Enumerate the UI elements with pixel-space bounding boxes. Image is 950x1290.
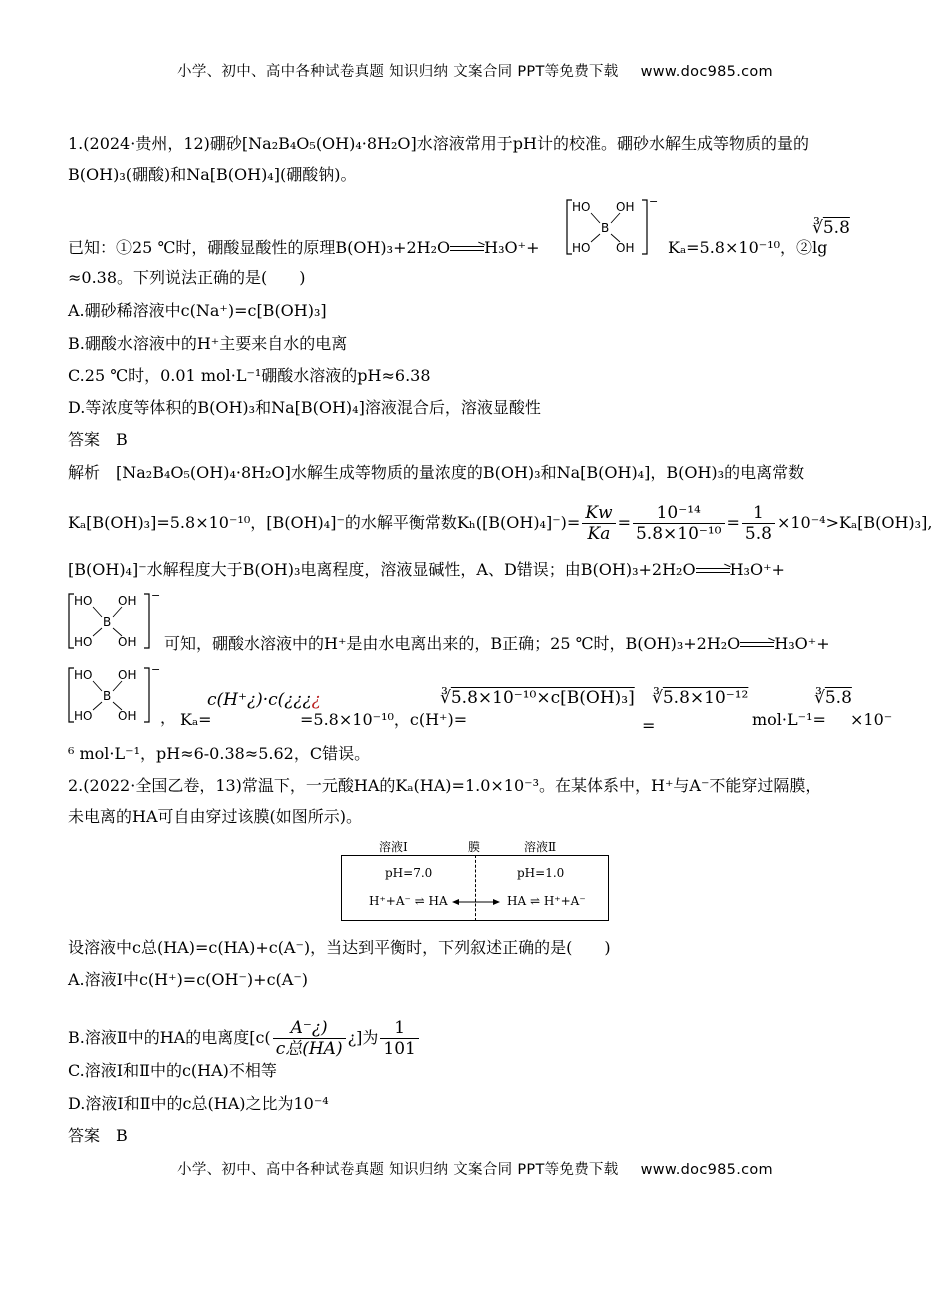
footer-text: 小学、初中、高中各种试卷真题 知识归纳 文案合同 PPT等免费下载 [177, 1162, 619, 1178]
borate2-oh-bot: OH [118, 635, 137, 649]
borate2-b: B [103, 615, 112, 629]
q1-root58-value: 5.8 [822, 218, 850, 238]
kw-over-ka-fraction [582, 503, 615, 544]
borate1-minus: − [649, 195, 659, 208]
footer-url[interactable]: www.doc985.com [640, 1162, 773, 1178]
q2-option-b [68, 1018, 421, 1059]
solution-1-title: 溶液Ⅰ [379, 840, 408, 854]
q1-analysis-l3 [68, 560, 785, 580]
equilibrium-arrow-icon [696, 566, 730, 576]
q2-option-c: C.溶液Ⅰ和Ⅱ中的c(HA)不相等 [68, 1061, 277, 1080]
num14: 10⁻¹⁴ [633, 503, 725, 524]
q2-optb-den: c总(HA) [275, 1039, 343, 1059]
borate3-ho-bot: HO [74, 709, 93, 723]
l5-root3: ∛5.8 [814, 688, 852, 708]
q2-option-a: A.溶液Ⅰ中c(H⁺)=c(OH⁻)+c(A⁻) [68, 970, 309, 989]
borate1-ho-bot: HO [572, 241, 591, 255]
borate1-oh-bot: OH [616, 241, 635, 255]
membrane-title: 膜 [468, 840, 481, 854]
optb-101: 101 [383, 1039, 416, 1059]
q2-option-d: D.溶液Ⅰ和Ⅱ中的c总(HA)之比为10⁻⁴ [68, 1094, 329, 1113]
borate3-ho-top: HO [74, 668, 93, 682]
eq-sign-2: = [726, 513, 740, 532]
borate2-ho-top: HO [74, 594, 93, 608]
borate3-oh-top: OH [118, 668, 137, 682]
q1-analysis-l2 [68, 503, 932, 544]
right-ph: pH=1.0 [517, 866, 565, 880]
q1-option-d: D.等浓度等体积的B(OH)₃和Na[B(OH)₄]溶液混合后，溶液显酸性 [68, 398, 541, 417]
borate-structure-3 [68, 663, 161, 726]
l5-frac-num-mark: ¿ [311, 690, 321, 710]
header-text: 小学、初中、高中各种试卷真题 知识归纳 文案合同 PPT等免费下载 [177, 64, 619, 80]
l5-frac-num-text: c(H⁺¿)·c(¿¿¿ [207, 690, 312, 710]
solution-2-title: 溶液Ⅱ [524, 840, 557, 854]
borate3-minus: − [151, 663, 161, 676]
l5-after: =5.8×10⁻¹⁰，c(H⁺)= [300, 710, 468, 729]
optb-one: 1 [380, 1018, 418, 1039]
q2-line1: 2.(2022·全国乙卷，13)常温下，一元酸HA的Kₐ(HA)=1.0×10⁻³。在某体系中，H⁺与A⁻不能穿过隔膜， [68, 776, 822, 795]
equilibrium-arrow-icon [740, 640, 774, 650]
borate3-b: B [103, 689, 112, 703]
one-numerator: 1 [742, 503, 775, 524]
q1-known-line [68, 238, 540, 258]
q1-answer: 答案 B [68, 430, 128, 449]
membrane-figure [341, 838, 608, 920]
borate2-oh-top: OH [118, 594, 137, 608]
q1-analysis-l3b: H₃O⁺+ [729, 560, 785, 579]
left-ph: pH=7.0 [385, 866, 433, 880]
l5-ka: Kₐ= [180, 710, 212, 729]
borate1-oh-top: OH [616, 200, 635, 214]
l5-eq: = [642, 716, 656, 735]
q1-line2: B(OH)₃(硼酸)和Na[B(OH)₄](硼酸钠)。 [68, 165, 357, 184]
q1-line4: ≈0.38。下列说法正确的是( ) [68, 268, 306, 287]
q1-line1: 1.(2024·贵州，12)硼砂[Na₂B₄O₅(OH)₄·8H₂O]水溶液常用于pH计的校准。硼砂水解生成等物质的量的 [68, 134, 809, 153]
eq-sign-1: = [617, 513, 631, 532]
l5-root1: ∛5.8×10⁻¹⁰×c[B(OH)₃] [440, 688, 635, 708]
borate2-minus: − [151, 589, 161, 602]
den14: 5.8×10⁻¹⁰ [635, 524, 722, 544]
left-equilibrium: H⁺+A⁻ ⇌ HA [369, 894, 448, 908]
right-equilibrium: HA ⇌ H⁺+A⁻ [507, 894, 586, 908]
q2-line2: 未电离的HA可自由穿过该膜(如图所示)。 [68, 807, 362, 826]
q2-option-b-text: B.溶液Ⅱ中的HA的电离度[c( [68, 1028, 271, 1047]
l5-frac-num [207, 690, 321, 710]
borate1-b: B [601, 221, 610, 235]
q1-analysis-l4a: 可知，硼酸水溶液中的H⁺是由水电离出来的，B正确；25 ℃时，B(OH)₃+2H₂O [164, 634, 741, 653]
borate3-oh-bot: OH [118, 709, 137, 723]
borate-structure-1 [566, 195, 659, 258]
l5-root3-value: 5.8 [824, 688, 852, 708]
membrane-line [475, 855, 476, 921]
borate1-ho-top: HO [572, 200, 591, 214]
one-over-101-fraction [380, 1018, 418, 1059]
ka-denominator: Ka [587, 524, 611, 544]
five8-denominator: 5.8 [744, 524, 772, 544]
q2-answer: 答案 B [68, 1126, 128, 1145]
q1-analysis-l4 [164, 634, 830, 654]
l5-comma: ， [160, 708, 177, 727]
l5-unit: mol·L⁻¹= [752, 710, 826, 729]
q1-known-c: Kₐ=5.8×10⁻¹⁰，②lg [668, 238, 828, 257]
equilibrium-arrow-icon [450, 244, 484, 254]
page-header [0, 60, 950, 81]
kw-value-fraction [633, 503, 725, 544]
q1-analysis-l2b: ×10⁻⁴>Kₐ[B(OH)₃], [776, 513, 933, 532]
borate-structure-2 [68, 589, 161, 652]
q2-optb-num: A⁻¿) [273, 1018, 346, 1039]
q1-analysis-l4b: H₃O⁺+ [774, 634, 830, 653]
header-url[interactable]: www.doc985.com [640, 64, 773, 80]
q1-analysis-l6: ⁶ mol·L⁻¹，pH≈6-0.38≈5.62，C错误。 [68, 744, 371, 763]
kw-numerator: Kw [582, 503, 615, 524]
q1-analysis-l2a: Kₐ[B(OH)₃]=5.8×10⁻¹⁰，[B(OH)₄]⁻的水解平衡常数Kₕ([B(OH)₄]⁻)= [68, 513, 581, 532]
q1-analysis-l3a: [B(OH)₄]⁻水解程度大于B(OH)₃电离程度，溶液显碱性，A、D错误；由B(OH)₃+2H₂O [68, 560, 696, 579]
q1-root58: ∛5.8 [812, 218, 850, 238]
q1-option-a: A.硼砂稀溶液中c(Na⁺)=c[B(OH)₃] [68, 301, 327, 320]
page-footer [0, 1158, 950, 1179]
q1-known-b: H₃O⁺+ [484, 238, 540, 257]
q1-analysis-l1: 解析 [Na₂B₄O₅(OH)₄·8H₂O]水解生成等物质的量浓度的B(OH)₃和Na[B(OH)₄]，B(OH)₃的电离常数 [68, 463, 805, 482]
l5-root1-value: 5.8×10⁻¹⁰×c[B(OH)₃] [450, 688, 635, 708]
q2-optb-fraction [273, 1018, 346, 1059]
q2-optb-tail: ¿]为 [347, 1028, 379, 1047]
q1-option-c: C.25 ℃时，0.01 mol·L⁻¹硼酸水溶液的pH≈6.38 [68, 366, 431, 385]
q2-line3: 设溶液中c总(HA)=c(HA)+c(A⁻)，当达到平衡时，下列叙述正确的是( ) [68, 938, 611, 957]
q1-known-a: 已知：①25 ℃时，硼酸显酸性的原理B(OH)₃+2H₂O [68, 238, 451, 257]
q1-option-b: B.硼酸水溶液中的H⁺主要来自水的电离 [68, 334, 348, 353]
l5-root2: ∛5.8×10⁻¹² [652, 688, 749, 708]
one-over-58-fraction [742, 503, 775, 544]
l5-end: ×10⁻ [850, 710, 893, 729]
double-arrow-icon [452, 896, 500, 908]
l5-root2-value: 5.8×10⁻¹² [662, 688, 749, 708]
borate2-ho-bot: HO [74, 635, 93, 649]
